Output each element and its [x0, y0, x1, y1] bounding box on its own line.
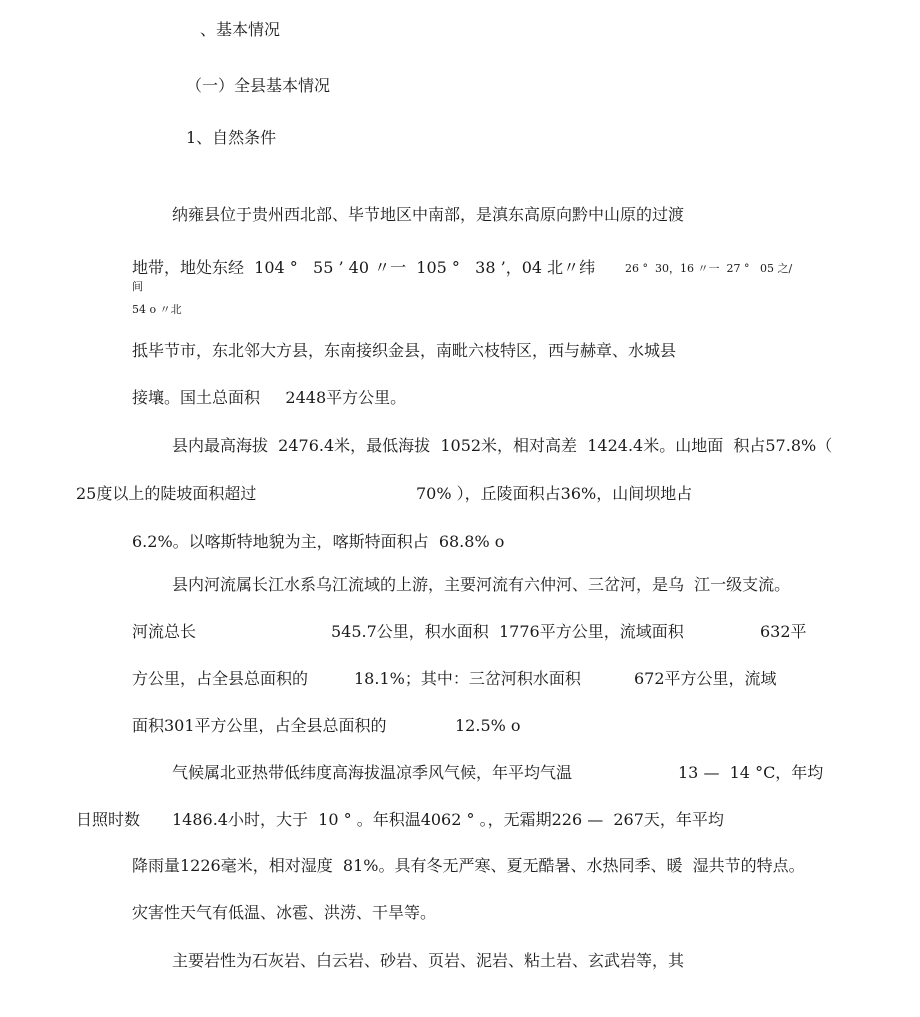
paragraph-line: 12.5% o [455, 716, 521, 735]
paragraph-line: 河流总长 [132, 622, 197, 641]
paragraph-line: 灾害性天气有低温、冰雹、洪涝、干旱等。 [132, 903, 437, 922]
paragraph-line: 545.7公里，积水面积 1776平方公里，流域面积 [331, 622, 684, 641]
paragraph-line: 纳雍县位于贵州西北部、毕节地区中南部，是滇东高原向黔中山原的过渡 [172, 205, 685, 224]
paragraph-line: 主要岩性为石灰岩、白云岩、砂岩、页岩、泥岩、粘土岩、玄武岩等，其 [172, 951, 685, 970]
inline-note: 54 o 〃北 [132, 303, 182, 316]
paragraph-line: 25度以上的陡坡面积超过 [76, 484, 257, 503]
paragraph-line: 632平 [760, 622, 807, 641]
paragraph-line: 县内河流属长江水系乌江流域的上游，主要河流有六仲河、三岔河，是乌 江一级支流。 [172, 575, 791, 594]
inline-note: 26 ° 30，16 〃一 27 ° 05 之/ [625, 262, 793, 275]
paragraph-line: 18.1%；其中：三岔河积水面积 [354, 669, 581, 688]
paragraph-line: 县内最高海拔 2476.4米，最低海拔 1052米，相对高差 1424.4米。山地面 积占57.8%（ [172, 436, 833, 455]
paragraph-line: 13 — 14 °C，年均 [678, 763, 824, 782]
paragraph-line: 抵毕节市，东北邻大方县，东南接织金县，南毗六枝特区，西与赫章、水城县 [132, 341, 677, 360]
section-heading: 、基本情况 [200, 20, 281, 39]
paragraph-line: 接壤。国土总面积 2448平方公里。 [132, 388, 407, 407]
sub-subsection-heading: 1、自然条件 [186, 128, 277, 147]
inline-note: 间 [132, 280, 143, 293]
paragraph-line: 1486.4小时，大于 10 ° 。年积温4062 ° 。，无霜期226 — 267天，年平均 [172, 810, 724, 829]
paragraph-line: 气候属北亚热带低纬度高海拔温凉季风气候，年平均气温 [172, 763, 573, 782]
paragraph-line: 面积301平方公里，占全县总面积的 [132, 716, 387, 735]
subsection-heading: （一）全县基本情况 [186, 76, 331, 95]
paragraph-line: 672平方公里，流域 [634, 669, 777, 688]
paragraph-line: 日照时数 [76, 810, 141, 829]
paragraph-line: 70% ），丘陵面积占36%，山间坝地占 [416, 484, 693, 503]
paragraph-line: 降雨量1226毫米，相对湿度 81%。具有冬无严寒、夏无酷暑、水热同季、暖 湿共节的特点。 [132, 856, 805, 875]
paragraph-line: 方公里，占全县总面积的 [132, 669, 309, 688]
paragraph-line: 地带，地处东经 104 ° 55 ’ 40 〃一 105 ° 38 ’，04 北〃纬 [132, 258, 596, 277]
paragraph-line: 6.2%。以喀斯特地貌为主，喀斯特面积占 68.8% o [132, 532, 505, 551]
